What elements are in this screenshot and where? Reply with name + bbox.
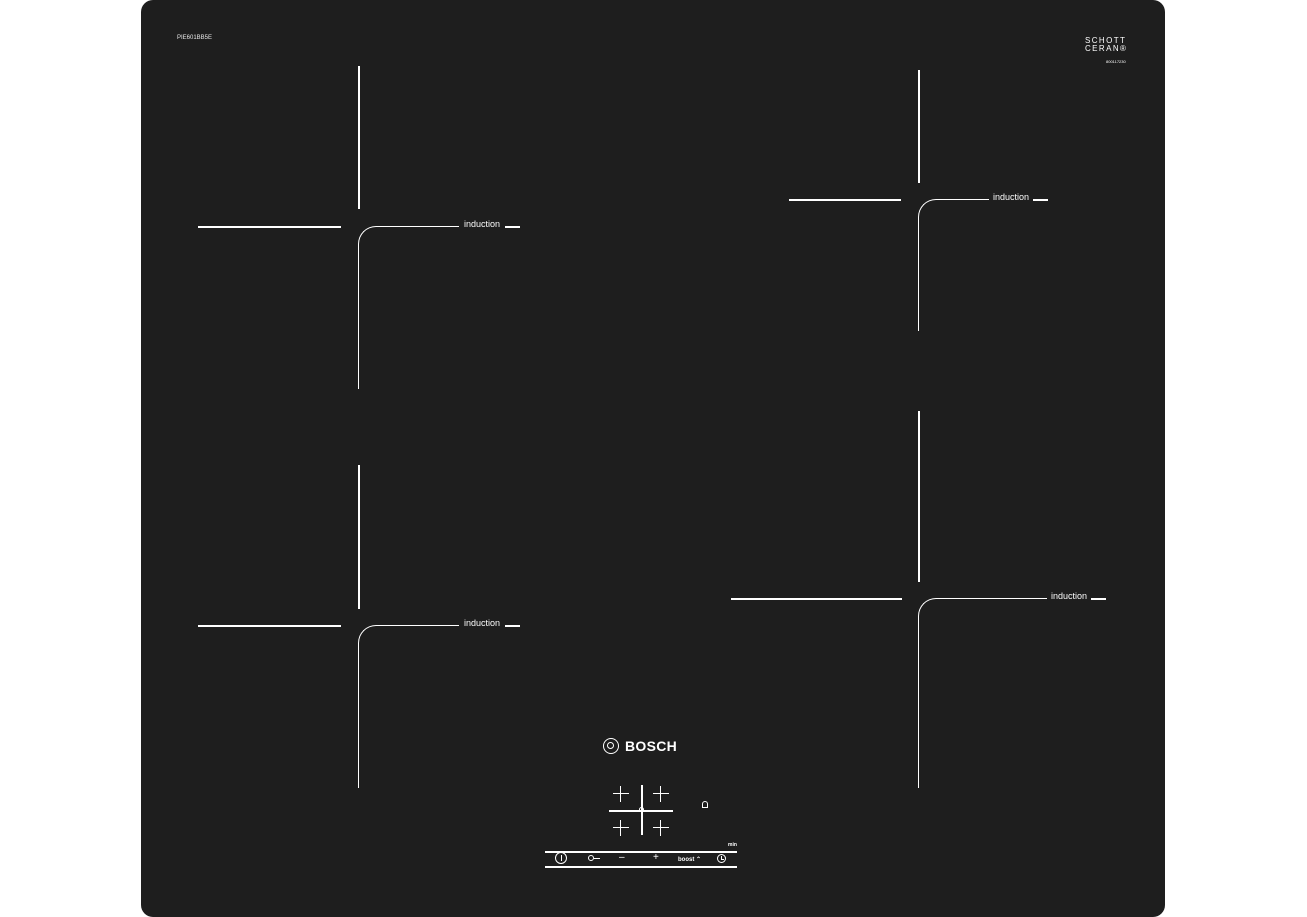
schott-ceran-logo — [1085, 37, 1127, 53]
zone3-corner[interactable] — [358, 625, 459, 788]
timer-icon[interactable] — [717, 854, 726, 863]
cooktop-glass — [141, 0, 1165, 917]
zone3-label-tail — [505, 625, 520, 627]
zone4-vertical-top — [918, 411, 920, 582]
zone-select-bottom-left[interactable] — [613, 820, 629, 836]
zone1-corner[interactable] — [358, 226, 459, 389]
model-number: PIE601BB5E — [177, 35, 213, 41]
plus-button[interactable]: + — [653, 852, 659, 863]
key-lock-icon[interactable] — [588, 855, 594, 861]
timer-unit-label: min — [728, 842, 737, 848]
zone2-label: induction — [993, 192, 1030, 202]
zone1-horizontal-left — [198, 226, 341, 228]
zone4-horizontal-left — [731, 598, 902, 600]
zone2-label-tail — [1033, 199, 1048, 201]
zone-select-bottom-right[interactable] — [653, 820, 669, 836]
zone2-horizontal-left — [789, 199, 901, 201]
control-strip-top-line — [545, 851, 737, 853]
brand-logo-icon — [603, 738, 619, 754]
zone1-vertical-top — [358, 66, 360, 209]
zone4-label: induction — [1051, 591, 1088, 601]
brand-logo — [603, 738, 677, 754]
bell-icon[interactable] — [702, 801, 708, 807]
schott-line1: SCHOTT — [1085, 36, 1127, 45]
schott-code: 800117230 — [1106, 59, 1126, 64]
control-strip-bottom-line — [545, 866, 737, 868]
zone3-vertical-top — [358, 465, 360, 609]
boost-button[interactable]: boost ⌃ — [678, 857, 702, 863]
power-icon[interactable] — [555, 852, 567, 864]
zone3-horizontal-left — [198, 625, 341, 627]
sync-icon[interactable] — [639, 807, 644, 812]
zone4-label-tail — [1091, 598, 1106, 600]
zone2-corner[interactable] — [918, 199, 989, 331]
zone2-vertical-top — [918, 70, 920, 183]
zone1-label-tail — [505, 226, 520, 228]
zone4-corner[interactable] — [918, 598, 1047, 788]
minus-button[interactable]: – — [619, 852, 625, 863]
brand-name: BOSCH — [625, 738, 678, 754]
zone-select-top-right[interactable] — [653, 786, 669, 802]
zone-select-top-left[interactable] — [613, 786, 629, 802]
zone1-label: induction — [464, 219, 501, 229]
schott-line2: CERAN® — [1085, 44, 1128, 53]
zone3-label: induction — [464, 618, 501, 628]
